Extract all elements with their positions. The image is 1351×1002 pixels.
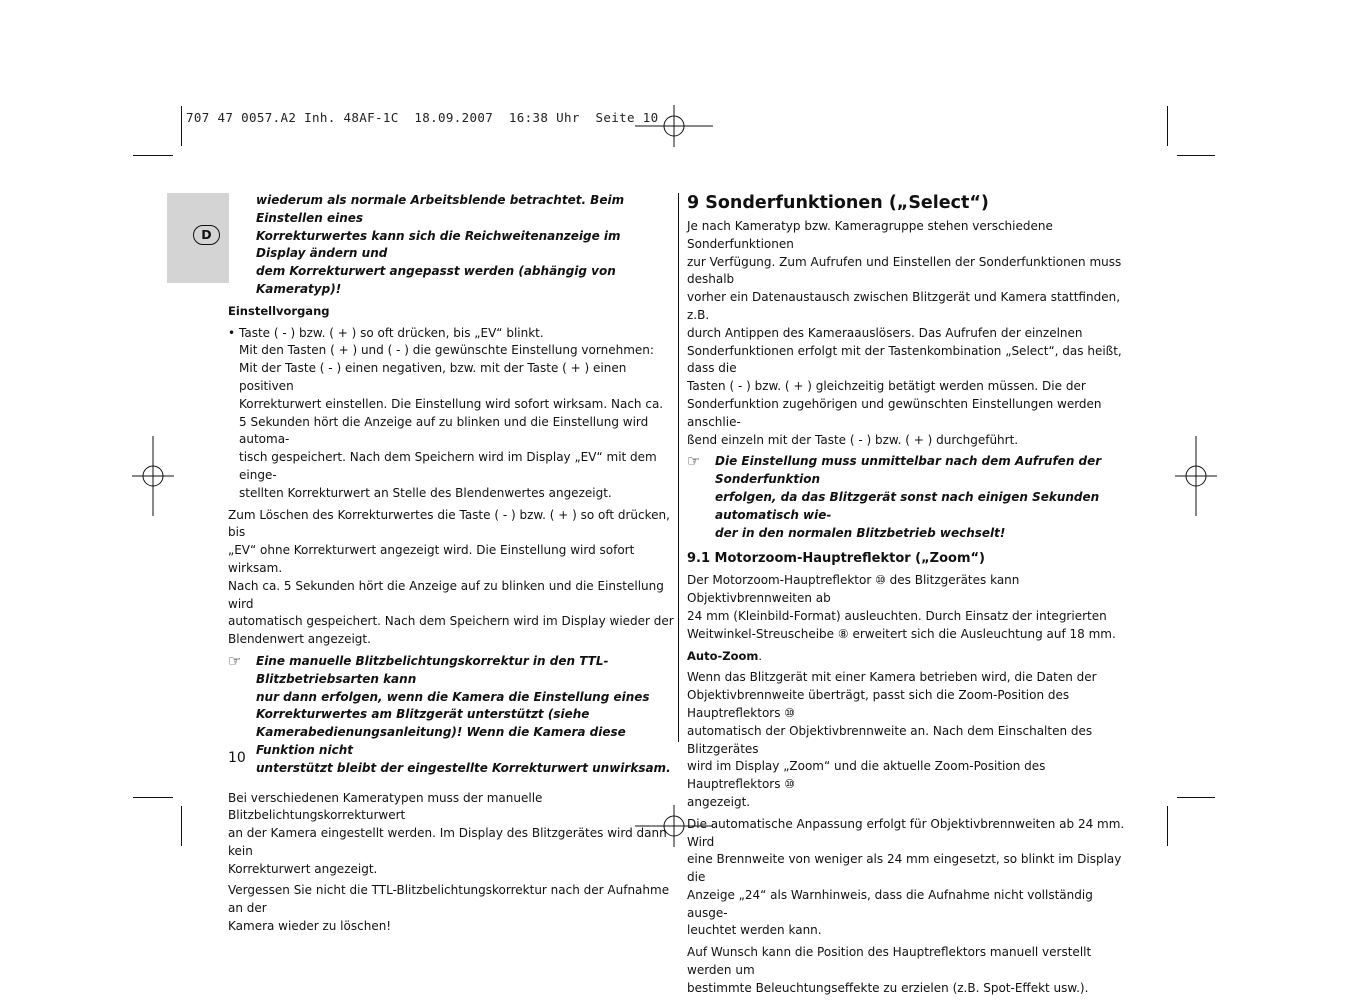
- section-intro: Je nach Kameratyp bzw. Kameragruppe stehen verschiedene Sonderfunktionen zur Verfügung. Zum Aufrufen und Einstellen der Sonderfunktionen muss deshalb vorher ein Datenaustausch zwischen Blitzgerät und Kamera stattfinden, z.B. durch Antippen des Kameraauslösers. Das Aufrufen der einzelnen Sonderfunktionen erfolgt mit der Tastenkombination „Select“, das heißt, dass die Tasten ( - ) bzw. ( + ) gleichzeitig betätigt werden müssen. Die der Sonderfunktion zugehörigen und gewünschten Einstellungen werden anschlie- ßend einzeln mit der Taste ( - ) bzw. ( + ) durchgeführt.: [687, 219, 1122, 447]
- auto-zoom-heading: [687, 648, 1133, 666]
- registration-mark-left-icon: [132, 436, 174, 516]
- right-column: [687, 192, 1133, 1002]
- language-badge: D: [193, 225, 220, 245]
- crop-mark-top-right-horizontal: [1177, 155, 1215, 156]
- pointing-hand-icon: ☞: [687, 452, 701, 471]
- zoom-intro: Der Motorzoom-Hauptreflektor ⑩ des Blitzgerätes kann Objektivbrennweiten ab 24 mm (Kleinbild-Format) ausleuchten. Durch Einsatz der integrierten Weitwinkel-Streuscheibe ⑧ erweitert sich die Ausleuchtung auf 18 mm.: [687, 573, 1116, 641]
- pointing-hand-icon: ☞: [228, 651, 242, 670]
- crop-mark-top-left-horizontal: [133, 155, 173, 156]
- paragraph-camera-types: Bei verschiedenen Kameratypen muss der manuelle Blitzbelichtungskorrekturwert an der Kamera eingestellt werden. Im Display des Blitzgerätes wird dann kein Korrekturwert angezeigt.: [228, 790, 667, 876]
- bullet-item: [228, 325, 674, 503]
- print-header: 707 47 0057.A2 Inh. 48AF-1C 18.09.2007 16:38 Uhr Seite 10: [186, 110, 659, 125]
- ttl-note: [228, 653, 674, 778]
- intro-note: wiederum als normale Arbeitsblende betrachtet. Beim Einstellen eines Korrekturwertes kann sich die Reichweitenanzeige im Display ändern und dem Korrekturwert angepasst werden (abhängig von Kameratyp)!: [256, 193, 625, 296]
- paragraph-reset: Vergessen Sie nicht die TTL-Blitzbelichtungskorrektur nach der Aufnahme an der Kamera wieder zu löschen!: [228, 883, 670, 934]
- crop-mark-top-left-vertical: [181, 106, 182, 146]
- paragraph-delete: Zum Löschen des Korrekturwertes die Taste ( - ) bzw. ( + ) so oft drücken, bis „EV“ ohne Korrekturwert angezeigt wird. Die Einstellung wird sofort wirksam. Nach ca. 5 Sekunden hört die Anzeige auf zu blinken und die Einstellung wird automatisch gespeichert. Nach dem Speichern wird im Display wieder der Blendenwert angezeigt.: [228, 507, 674, 647]
- bullet-content: [239, 325, 674, 503]
- subsection-title: 9.1 Motorzoom-Hauptreflektor („Zoom“): [687, 551, 985, 567]
- page-number: 10: [228, 750, 246, 766]
- section-title: 9 Sonderfunktionen („Select“): [687, 193, 989, 213]
- auto-zoom-text: Wenn das Blitzgerät mit einer Kamera betrieben wird, die Daten der Objektivbrennweite überträgt, passt sich die Zoom-Position des Hauptreflektors ⑩ automatisch der Objektivbrennweite an. Nach dem Einschalten des Blitzgerätes wird im Display „Zoom“ und die aktuelle Zoom-Position des Hauptreflektors ⑩ angezeigt.: [687, 670, 1097, 809]
- select-note-text: Die Einstellung muss unmittelbar nach dem Aufrufen der Sonderfunktion erfolgen, da das Blitzgerät sonst nach einigen Sekunden automatisch wie- der in den normalen Blitzbetrieb wechselt!: [715, 454, 1102, 540]
- crop-mark-top-right-vertical: [1167, 106, 1168, 146]
- bullet-text: Taste ( - ) bzw. ( + ) so oft drücken, bis „EV“ blinkt.: [239, 325, 544, 340]
- crop-mark-bottom-left-horizontal: [133, 797, 173, 798]
- ttl-note-text: Eine manuelle Blitzbelichtungskorrektur in den TTL-Blitzbetriebsarten kann nur dann erfolgen, wenn die Kamera die Einstellung eines Korrekturwertes am Blitzgerät unterstützt (siehe Kamerabedienungsanleitung)! Wenn die Kamera diese Funktion nicht unterstützt bleibt der eingestellte Korrekturwert unwirksam.: [256, 653, 671, 775]
- crop-mark-bottom-left-vertical: [181, 806, 182, 846]
- left-column: [228, 192, 674, 940]
- select-note: [687, 453, 1133, 542]
- crop-mark-bottom-right-horizontal: [1177, 797, 1215, 798]
- column-divider: [678, 193, 679, 742]
- einstellvorgang-heading: Einstellvorgang: [228, 303, 330, 318]
- registration-mark-top-icon: [633, 105, 715, 147]
- bullet-continuation: Mit den Tasten ( + ) und ( - ) die gewünschte Einstellung vornehmen: Mit der Taste ( - ) einen negativen, bzw. mit der Taste ( + ) einen positiven Korrekturwert einstellen. Die Einstellung wird sofort wirksam. Nach ca. 5 Sekunden hört die Anzeige auf zu blinken und die Einstellung wird automa- tisch gespeichert. Nach dem Speichern wird im Display „EV“ mit dem einge- stellten Korrekturwert an Stelle des Blendenwertes angezeigt.: [239, 343, 664, 500]
- auto-zoom-period: .: [758, 648, 763, 663]
- registration-mark-right-icon: [1175, 436, 1217, 516]
- auto-adjust-text: Die automatische Anpassung erfolgt für Objektivbrennweiten ab 24 mm. Wird eine Brennweite von weniger als 24 mm eingesetzt, so blinkt im Display die Anzeige „24“ als Warnhinweis, dass die Aufnahme nicht vollständig ausge- leuchtet werden kann.: [687, 816, 1125, 938]
- crop-mark-bottom-right-vertical: [1167, 806, 1168, 846]
- bullet-marker: •: [228, 325, 236, 340]
- auto-zoom-label: Auto-Zoom: [687, 648, 759, 663]
- manual-adjust-text: Auf Wunsch kann die Position des Hauptreflektors manuell verstellt werden um bestimmte Beleuchtungseffekte zu erzielen (z.B. Spot-Effekt usw.).: [687, 945, 1092, 995]
